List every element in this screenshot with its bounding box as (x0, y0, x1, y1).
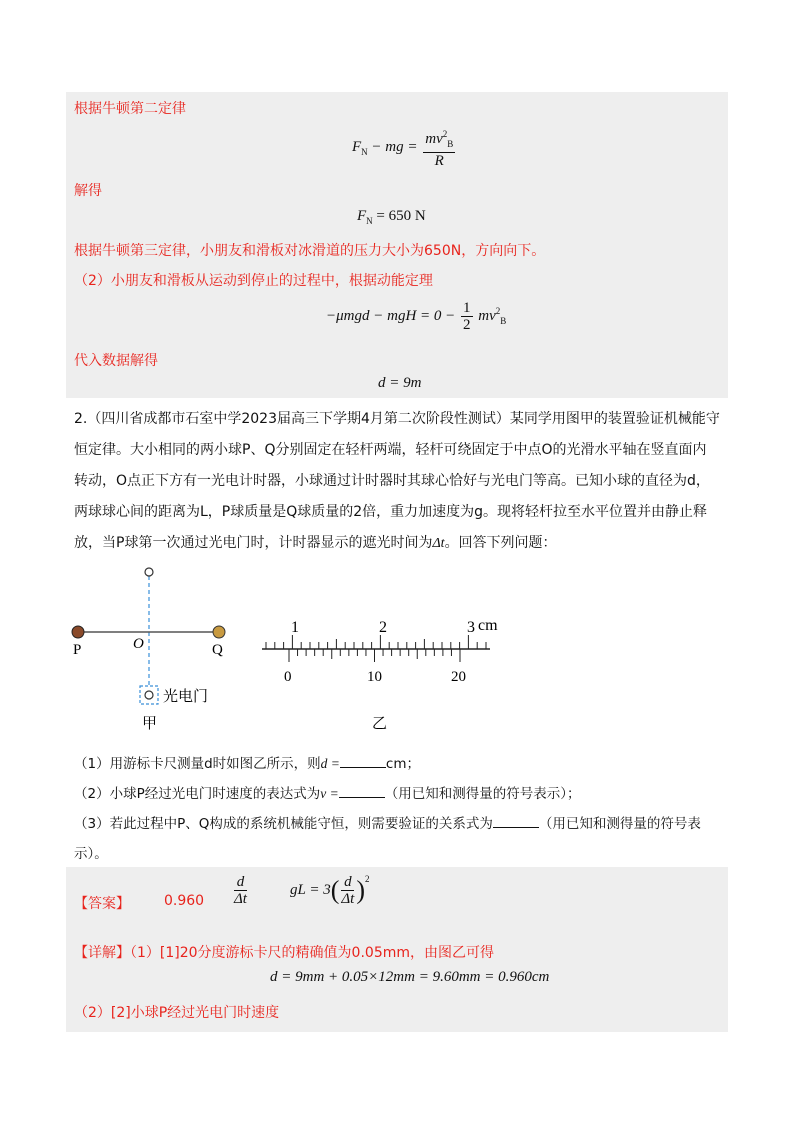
subq-2: （2）小球P经过光电门时速度的表达式为v = （用已知和测得量的符号表示）； (74, 782, 580, 802)
label-O: O (133, 636, 144, 652)
label-P: P (73, 642, 82, 658)
sol-line-newton2: 根据牛顿第二定律 (74, 101, 186, 117)
equation-normal-force: $F_N$ − mg = $\frac{mv^2_B}{R}$ (352, 126, 457, 169)
sol-line-solve: 解得 (74, 183, 102, 199)
main-scale-2: 2 (379, 619, 387, 636)
figure-label-jia: 甲 (142, 714, 158, 732)
equation-fn-result: $F_N = 650$ N (357, 208, 426, 226)
vernier-scale-10: 10 (367, 669, 382, 685)
figure-label-yi: 乙 (372, 714, 388, 732)
answer-formula-v: $\frac{d}{\Delta t}$ (234, 874, 247, 907)
equation-energy: −μmgd − mgH = 0 − $\frac{1}{2}$ $mv^2_B$ (326, 300, 507, 333)
detail-line-2: （2）[2]小球P经过光电门时速度 (74, 1005, 280, 1021)
answer-formula-energy: gL = 3( $\frac{d}{\Delta t}$ )$^2$ (290, 874, 370, 907)
subq-3: （3）若此过程中P、Q构成的系统机械能守恒，则需要验证的关系式为 （用已知和测得量的符号表 (74, 812, 701, 832)
subq-1: （1）用游标卡尺测量d时如图乙所示，则d = cm； (74, 752, 420, 772)
main-scale-1: 1 (291, 619, 299, 636)
photogate-circle (145, 691, 153, 699)
question-text: 2.（四川省成都市石室中学2023届高三下学期4月第二次阶段性测试）某同学用图甲的装置验证机械能守 恒定律。大小相同的两小球P、Q分别固定在轻杆两端，轻杆可绕固定于中点O的光滑水平轴在竖直面内 转动，O点正下方有一光电计时器，小球通过计时器时其球心恰好与光电门等高。已知小球的直径为d， 两球球心间的距离为L，P球质量是Q球质量的2倍，重力加速度为g。现将轻杆拉至水平位置并由静止释 放，当P球第一次通过光电门时，计时器显示的遮光时间为Δt。回答下列问题： (74, 411, 720, 551)
main-scale-3: 3 (467, 619, 475, 636)
blank-2[interactable] (339, 783, 385, 798)
vernier-scale-20: 20 (451, 669, 466, 685)
main-scale-unit: cm (478, 617, 498, 634)
ball-P (72, 626, 84, 638)
equation-d-result: d = 9m (378, 375, 422, 391)
sol-line-energy-theorem: （2）小朋友和滑板从运动到停止的过程中，根据动能定理 (74, 273, 433, 289)
detail-line-1: 【详解】（1）[1]20分度游标卡尺的精确值为0.05mm，由图乙可得 (74, 945, 494, 961)
vernier-caliper (262, 635, 490, 662)
experiment-figure (0, 562, 800, 732)
blank-1[interactable] (340, 753, 386, 768)
vernier-scale-0: 0 (284, 669, 292, 685)
detail-equation: d = 9mm + 0.05×12mm = 9.60mm = 0.960cm (270, 969, 550, 985)
sol-line-newton3: 根据牛顿第三定律，小朋友和滑板对冰滑道的压力大小为650N，方向向下。 (74, 243, 546, 259)
label-Q: Q (212, 642, 223, 658)
subq-3-cont: 示）。 (74, 846, 108, 862)
answer-tag: 【答案】 (74, 896, 130, 912)
answer-value-1: 0.960 (164, 893, 205, 909)
sol-line-substitute: 代入数据解得 (74, 353, 158, 369)
blank-3[interactable] (493, 813, 539, 828)
top-circle (145, 568, 153, 576)
photogate-label: 光电门 (163, 687, 209, 705)
ball-Q (213, 626, 225, 638)
